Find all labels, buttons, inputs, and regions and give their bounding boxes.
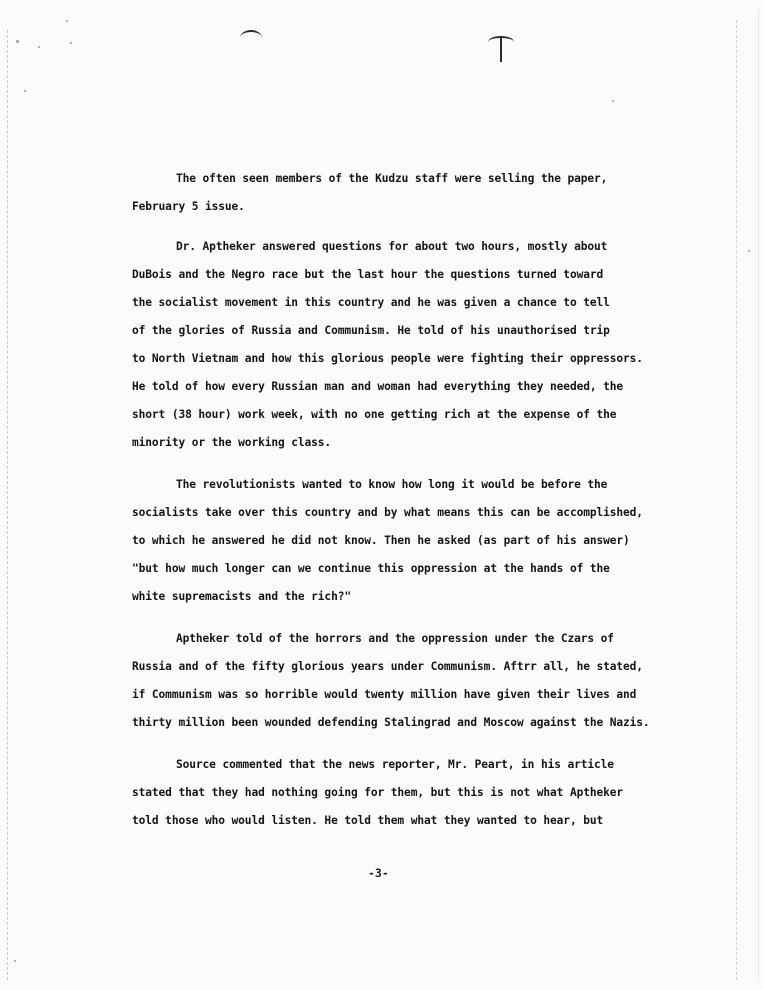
- scan-speck: [66, 20, 68, 22]
- text-line: short (38 hour) work week, with no one getting rich at the expense of the: [132, 408, 617, 421]
- text-line: The revolutionists wanted to know how long it would be before the: [176, 478, 608, 491]
- text-line: the socialist movement in this country and he was given a chance to tell: [132, 296, 610, 309]
- text-line: told those who would listen. He told them what they wanted to hear, but: [132, 814, 604, 827]
- page-number: -3-: [368, 866, 389, 880]
- text-line: socialists take over this country and by what means this can be accomplished,: [132, 506, 643, 519]
- text-line: Aptheker told of the horrors and the oppression under the Czars of: [176, 632, 614, 645]
- text-line: "but how much longer can we continue this oppression at the hands of the: [132, 562, 610, 575]
- text-line: of the glories of Russia and Communism. He told of his unauthorised trip: [132, 324, 610, 337]
- text-line: to North Vietnam and how this glorious people were fighting their oppressors.: [132, 352, 643, 365]
- text-line: white supremacists and the rich?": [132, 590, 351, 603]
- text-line: Source commented that the news reporter, Mr. Peart, in his article: [176, 758, 614, 771]
- text-line: DuBois and the Negro race but the last hour the questions turned toward: [132, 268, 604, 281]
- text-line: stated that they had nothing going for them, but this is not what Aptheker: [132, 786, 624, 799]
- scan-edge-left: [7, 30, 8, 980]
- scan-speck: [16, 40, 19, 43]
- scan-speck: [38, 46, 40, 48]
- scan-speck: [70, 42, 72, 44]
- text-line: if Communism was so horrible would twenty million have given their lives and: [132, 688, 637, 701]
- scan-speck: [748, 250, 750, 252]
- text-line: minority or the working class.: [132, 436, 332, 449]
- scan-edge-right-outer: [758, 10, 759, 980]
- scan-speck: [612, 100, 614, 102]
- text-line: to which he answered he did not know. Then he asked (as part of his answer): [132, 534, 630, 547]
- text-line: Russia and of the fifty glorious years under Communism. Aftrr all, he stated,: [132, 660, 643, 673]
- text-line: He told of how every Russian man and woman had everything they needed, the: [132, 380, 624, 393]
- scan-speck: [24, 90, 26, 92]
- text-line: The often seen members of the Kudzu staff were selling the paper,: [176, 172, 608, 185]
- text-line: Dr. Aptheker answered questions for about two hours, mostly about: [176, 240, 608, 253]
- scan-edge-right: [736, 20, 737, 980]
- handwritten-t-mark: [488, 34, 514, 64]
- text-line: thirty million been wounded defending Stalingrad and Moscow against the Nazis.: [132, 716, 650, 729]
- text-line: February 5 issue.: [132, 200, 245, 213]
- scan-speck: [14, 960, 16, 962]
- handwritten-arc-mark: [240, 30, 262, 46]
